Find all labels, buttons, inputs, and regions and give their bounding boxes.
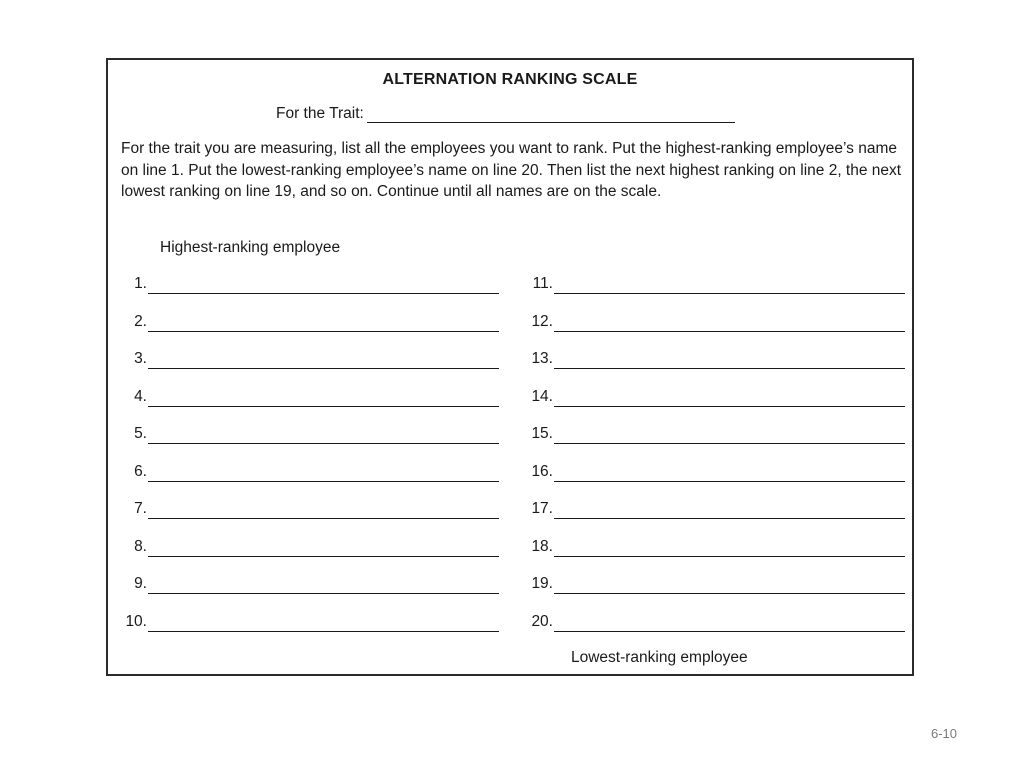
- ranking-scale-form: [106, 58, 914, 676]
- lowest-ranking-label: Lowest-ranking employee: [571, 649, 748, 666]
- rank-entry-line[interactable]: [554, 583, 905, 594]
- rank-row-20: [108, 612, 905, 632]
- trait-row: [276, 105, 735, 123]
- rank-entry-line[interactable]: [554, 546, 905, 557]
- rank-number: 17.: [531, 500, 553, 517]
- trait-label: For the Trait:: [276, 105, 364, 122]
- rank-number: 12.: [531, 313, 553, 330]
- rank-row-13: [108, 349, 905, 369]
- rank-entry-line[interactable]: [554, 321, 905, 332]
- rank-entry-line[interactable]: [554, 358, 905, 369]
- rank-number: 4.: [134, 388, 147, 405]
- rank-entry-line[interactable]: [554, 433, 905, 444]
- rank-number: 5.: [134, 425, 147, 442]
- rank-number: 11.: [532, 275, 553, 292]
- rank-number: 19.: [531, 575, 553, 592]
- rank-number: 6.: [134, 463, 147, 480]
- rank-number: 16.: [531, 463, 553, 480]
- rank-entry-line[interactable]: [554, 508, 905, 519]
- rank-entry-line[interactable]: [554, 396, 905, 407]
- rank-row-12: [108, 312, 905, 332]
- rank-row-19: [108, 574, 905, 594]
- rank-entry-line[interactable]: [554, 621, 905, 632]
- rank-row-17: [108, 499, 905, 519]
- trait-input-line[interactable]: [367, 108, 735, 123]
- rank-row-16: [108, 462, 905, 482]
- rank-number: 15.: [531, 425, 553, 442]
- rank-number: 13.: [531, 350, 553, 367]
- rank-number: 2.: [134, 313, 147, 330]
- rank-number: 7.: [134, 500, 147, 517]
- rank-number: 10.: [125, 613, 147, 630]
- highest-ranking-label: Highest-ranking employee: [160, 239, 341, 256]
- rank-row-11: [108, 274, 905, 294]
- rank-row-14: [108, 387, 905, 407]
- rank-row-18: [108, 537, 905, 557]
- instructions-text: For the trait you are measuring, list all the employees you want to rank. Put the highest-ranking employee’s name on line 1. Put the lowest-ranking employee’s name on line 20. Then list the next highest ranking on line 2, the next lowest ranking on line 19, and so on. Continue until all names are on the scale.: [121, 140, 902, 200]
- rank-number: 1.: [134, 275, 147, 292]
- form-title: ALTERNATION RANKING SCALE: [382, 71, 638, 88]
- rank-entry-line[interactable]: [554, 471, 905, 482]
- rank-entry-line[interactable]: [554, 283, 905, 294]
- rank-number: 8.: [134, 538, 147, 555]
- rank-number: 14.: [531, 388, 553, 405]
- rank-number: 3.: [134, 350, 147, 367]
- rank-number: 18.: [531, 538, 553, 555]
- slide-page-number: 6-10: [931, 726, 958, 741]
- rank-number: 20.: [531, 613, 553, 630]
- rank-number: 9.: [134, 575, 147, 592]
- rank-row-15: [108, 424, 905, 444]
